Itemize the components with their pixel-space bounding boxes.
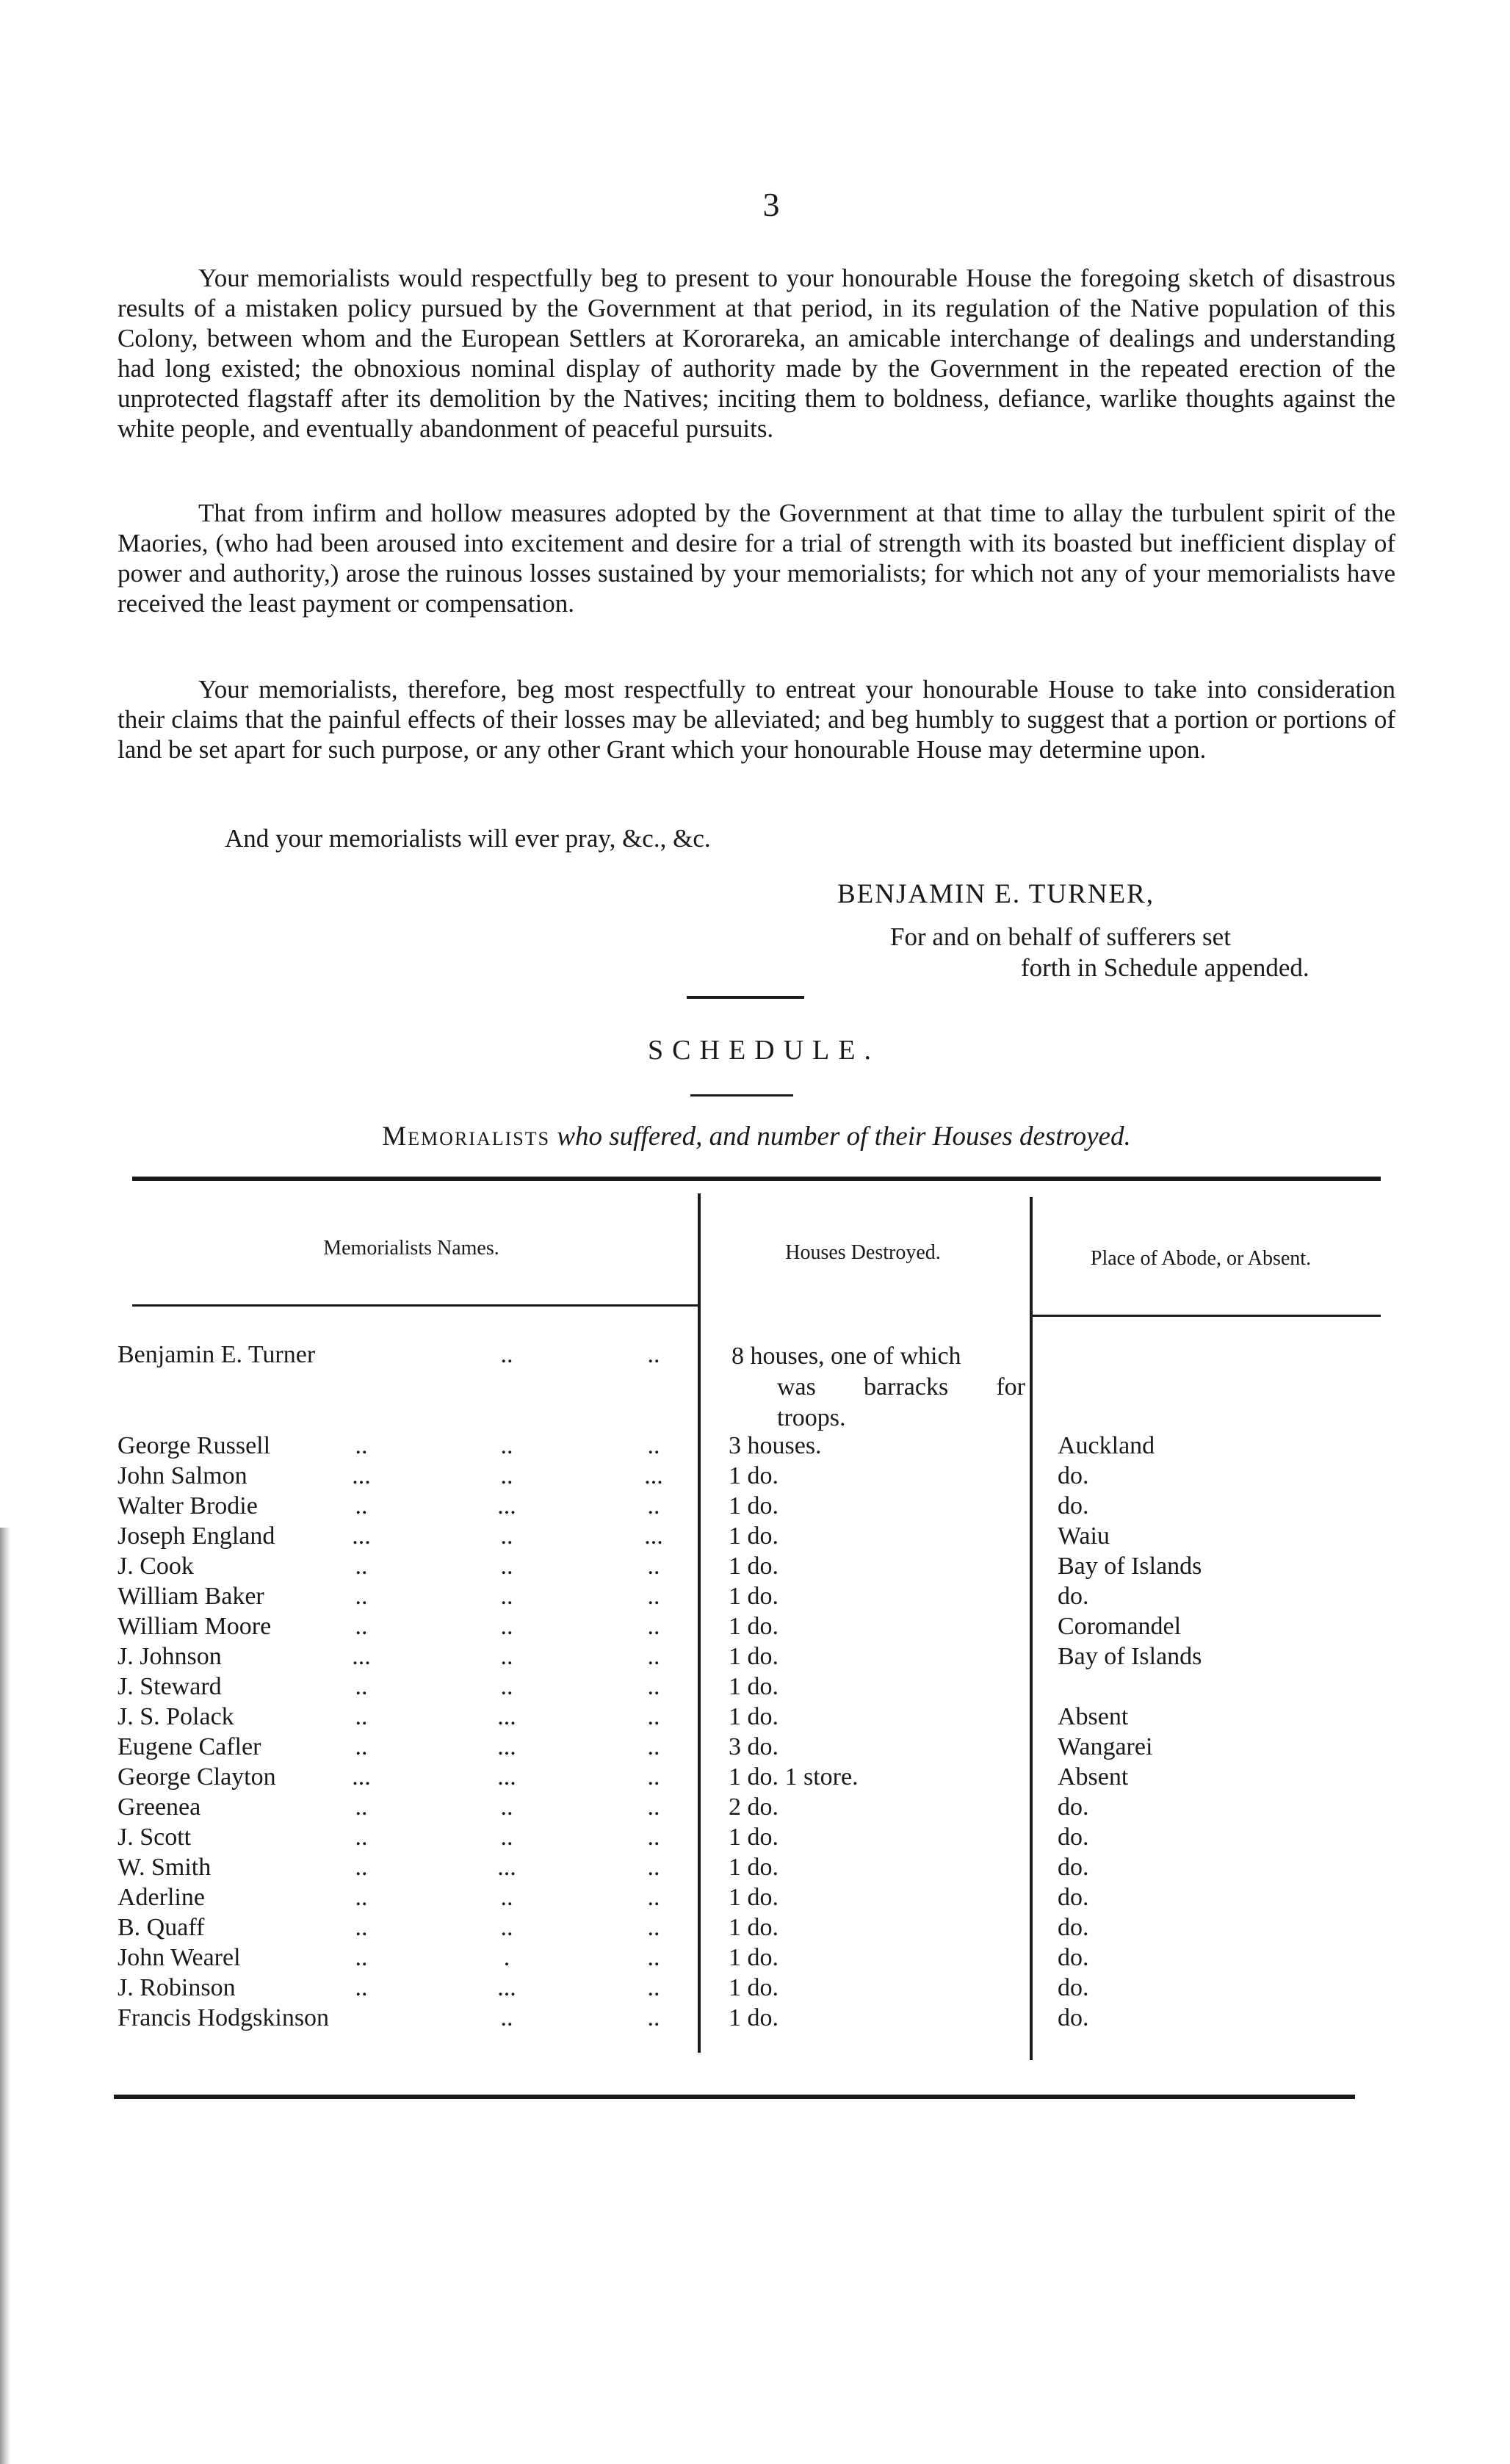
leader-dots: .. (647, 1884, 660, 1911)
page-number: 3 (762, 186, 780, 223)
leader-dots: ... (497, 1703, 516, 1730)
memorialist-name: George Clayton (118, 1763, 276, 1791)
memorialist-name: Joseph England (118, 1522, 275, 1550)
houses-line-3: troops. (777, 1404, 846, 1431)
houses-destroyed: 1 do. (729, 1673, 779, 1700)
memorialist-name: John Salmon (118, 1462, 248, 1489)
leader-dots: .. (647, 1553, 660, 1580)
houses-destroyed: 1 do. (729, 1522, 779, 1550)
leader-dots: .. (355, 1944, 368, 1971)
leader-dots: .. (500, 1643, 513, 1670)
leader-dots: .. (500, 1522, 513, 1550)
place-of-abode: Bay of Islands (1058, 1553, 1202, 1580)
place-of-abode: do. (1058, 1914, 1089, 1941)
signature-behalf-line-2: forth in Schedule appended. (1021, 953, 1309, 982)
table-header-rule-right (1032, 1315, 1381, 1317)
memorialist-name: J. Johnson (118, 1643, 222, 1670)
place-of-abode: do. (1058, 2004, 1089, 2031)
leader-dots: .. (355, 1733, 368, 1760)
leader-dots: .. (647, 1974, 660, 2001)
leader-dots: ... (644, 1462, 663, 1489)
houses-destroyed: 1 do. (729, 1643, 779, 1670)
leader-dots: .. (647, 1824, 660, 1851)
table-bottom-rule (114, 2095, 1355, 2099)
leader-dots: .. (355, 1884, 368, 1911)
leader-dots: .. (355, 1492, 368, 1520)
table-row (0, 2004, 1510, 2034)
leader-dots: .. (500, 1914, 513, 1941)
table-row (0, 1613, 1510, 1643)
memorialist-rows (0, 1432, 1510, 2034)
houses-destroyed: 1 do. (729, 1553, 779, 1580)
schedule-subtitle-caps: Memorialists (382, 1121, 551, 1152)
table-row (0, 1462, 1510, 1492)
table-row (0, 1974, 1510, 2004)
place-of-abode: do. (1058, 1854, 1089, 1881)
leader-dots: .. (647, 1643, 660, 1670)
leader-dots: .. (355, 1854, 368, 1881)
table-row (0, 1583, 1510, 1613)
place-of-abode: Absent (1058, 1703, 1129, 1730)
schedule-title: SCHEDULE. (648, 1035, 880, 1066)
memorialist-name: W. Smith (118, 1854, 212, 1881)
column-header-names: Memorialists Names. (323, 1237, 499, 1260)
place-of-abode: do. (1058, 1492, 1089, 1520)
houses-destroyed: 1 do. (729, 1462, 779, 1489)
houses-destroyed: 2 do. (729, 1793, 779, 1821)
table-row (0, 1492, 1510, 1522)
leader-dots: .. (500, 1793, 513, 1821)
leader-dots: .. (500, 1462, 513, 1489)
memorialist-name: William Baker (118, 1583, 264, 1610)
memorialist-name: J. Steward (118, 1673, 222, 1700)
leader-dots: ... (497, 1733, 516, 1760)
leader-dots: .. (647, 2004, 660, 2031)
signature-behalf-line-1: For and on behalf of sufferers set (890, 922, 1231, 951)
table-header-rule-left (132, 1304, 698, 1307)
paragraph-infirm-measures: That from infirm and hollow measures adopted by the Government at that time to allay the turbulent spirit of the Maories, (who had been aroused into excitement and desire for a trial of strength with its boasted but inefficient display of power and authority,) arose the ruinous losses sustained by your memorialists; for which not any of your memorialists have received the least payment or compensation. (118, 499, 1395, 618)
leader-dots: .. (647, 1583, 660, 1610)
leader-dots: ... (497, 1492, 516, 1520)
leader-dots: .. (355, 1914, 368, 1941)
place-of-abode: Bay of Islands (1058, 1643, 1202, 1670)
houses-destroyed: 1 do. (729, 2004, 779, 2031)
houses-destroyed: 3 houses. (729, 1432, 822, 1459)
leader-dots: .. (500, 1673, 513, 1700)
table-row (0, 1824, 1510, 1854)
leader-dots: .. (500, 2004, 513, 2031)
leader-dots: .. (500, 1553, 513, 1580)
leader-dots: .. (500, 1432, 513, 1459)
leader-dots: .. (355, 1673, 368, 1700)
leader-dots: ... (497, 1763, 516, 1791)
leader-dots: .. (355, 1824, 368, 1851)
memorialist-name: J. Scott (118, 1824, 192, 1851)
houses-destroyed: 1 do. 1 store. (729, 1763, 859, 1791)
leader-dots: .. (500, 1884, 513, 1911)
memorialist-name: Aderline (118, 1884, 205, 1911)
leader-dots: .. (647, 1944, 660, 1971)
place-of-abode: do. (1058, 1583, 1089, 1610)
memorialist-name: J. Robinson (118, 1974, 236, 2001)
table-row (0, 1553, 1510, 1583)
table-row (0, 1673, 1510, 1703)
column-header-houses: Houses Destroyed. (785, 1241, 941, 1264)
memorialist-name: J. S. Polack (118, 1703, 234, 1730)
houses-destroyed: 1 do. (729, 1583, 779, 1610)
houses-destroyed: 3 do. (729, 1733, 779, 1760)
schedule-rows (0, 1341, 1510, 2034)
leader-dots: .. (355, 1553, 368, 1580)
memorialist-name: Walter Brodie (118, 1492, 258, 1520)
memorialist-name: William Moore (118, 1613, 272, 1640)
leader-dots: ... (644, 1522, 663, 1550)
table-row (0, 1763, 1510, 1793)
leader-dots: .. (647, 1854, 660, 1881)
memorialist-name: Benjamin E. Turner (118, 1341, 316, 1368)
leader-dots: ... (352, 1522, 371, 1550)
place-of-abode: do. (1058, 1462, 1089, 1489)
paragraph-foregoing-sketch: Your memorialists would respectfully beg to present to your honourable House the foregoing sketch of disastrous results of a mistaken policy pursued by the Government at that period, in its regulation of the Native population of this Colony, between whom and the European Settlers at Kororareka, an amicable interchange of dealings and understanding had long existed; the obnoxious nominal display of authority made by the Government in the repeated erection of the unprotected flagstaff after its demolition by the Natives; inciting them to boldness, defiance, warlike thoughts against the white people, and eventually abandonment of peaceful pursuits. (118, 264, 1395, 443)
memorialist-name: George Russell (118, 1432, 271, 1459)
leader-dots: ... (352, 1462, 371, 1489)
leader-dots: .. (355, 1703, 368, 1730)
paragraph-entreaty: Your memorialists, therefore, beg most respectfully to entreat your honourable House to take into consideration their claims that the painful effects of their losses may be alleviated; and beg humbly to suggest that a portion or portions of land be set apart for such purpose, or any other Grant which your honourable House may determine upon. (118, 675, 1395, 764)
leader-dots: .. (355, 1793, 368, 1821)
leader-dots: .. (500, 1583, 513, 1610)
leader-dots: .. (647, 1914, 660, 1941)
place-of-abode: do. (1058, 1974, 1089, 2001)
leader-dots: .. (647, 1341, 660, 1368)
memorialist-name: B. Quaff (118, 1914, 205, 1941)
houses-destroyed: 1 do. (729, 1914, 779, 1941)
memorialist-name: J. Cook (118, 1553, 194, 1580)
place-of-abode: Absent (1058, 1763, 1129, 1791)
table-row (0, 1914, 1510, 1944)
leader-dots: .. (355, 1613, 368, 1640)
leader-dots: .. (355, 1583, 368, 1610)
houses-destroyed-turner (731, 1341, 1025, 1434)
table-row (0, 1854, 1510, 1884)
table-row (0, 1522, 1510, 1553)
leader-dots: .. (647, 1492, 660, 1520)
houses-destroyed: 1 do. (729, 1884, 779, 1911)
leader-dots: .. (647, 1432, 660, 1459)
leader-dots: .. (647, 1763, 660, 1791)
table-row-turner (0, 1341, 1510, 1431)
section-divider (687, 996, 804, 999)
schedule-subtitle-rest: who suffered, and number of their Houses destroyed. (550, 1121, 1131, 1152)
column-header-abode: Place of Abode, or Absent. (1090, 1247, 1312, 1270)
table-row (0, 1432, 1510, 1462)
houses-destroyed: 1 do. (729, 1492, 779, 1520)
leader-dots: .. (647, 1793, 660, 1821)
table-row (0, 1703, 1510, 1733)
leader-dots: .. (647, 1733, 660, 1760)
leader-dots: .. (500, 1824, 513, 1851)
leader-dots: .. (355, 1974, 368, 2001)
memorialist-name: Eugene Cafler (118, 1733, 261, 1760)
leader-dots: .. (355, 1432, 368, 1459)
place-of-abode: do. (1058, 1793, 1089, 1821)
signature-name: BENJAMIN E. TURNER, (837, 879, 1155, 909)
leader-dots: ... (497, 1974, 516, 2001)
table-top-rule (132, 1177, 1381, 1181)
leader-dots: ... (497, 1854, 516, 1881)
leader-dots: .. (647, 1703, 660, 1730)
table-row (0, 1944, 1510, 1974)
place-of-abode: Coromandel (1058, 1613, 1182, 1640)
schedule-subtitle (308, 1121, 1204, 1152)
leader-dots: ... (352, 1643, 371, 1670)
houses-destroyed: 1 do. (729, 1824, 779, 1851)
table-row (0, 1793, 1510, 1824)
leader-dots: .. (647, 1613, 660, 1640)
houses-line-1: 8 houses, one of which (731, 1343, 961, 1370)
place-of-abode: Auckland (1058, 1432, 1155, 1459)
leader-dots: ... (352, 1763, 371, 1791)
place-of-abode: Wangarei (1058, 1733, 1153, 1760)
leader-dots: .. (647, 1673, 660, 1700)
place-of-abode: do. (1058, 1824, 1089, 1851)
leader-dots: .. (500, 1613, 513, 1640)
houses-destroyed: 1 do. (729, 1974, 779, 2001)
table-row (0, 1643, 1510, 1673)
houses-destroyed: 1 do. (729, 1613, 779, 1640)
table-row (0, 1733, 1510, 1763)
memorialist-name: Greenea (118, 1793, 201, 1821)
houses-line-2: was barracks for (777, 1373, 1025, 1401)
leader-dots: .. (500, 1341, 513, 1368)
houses-destroyed: 1 do. (729, 1944, 779, 1971)
schedule-title-underline (690, 1094, 793, 1096)
houses-destroyed: 1 do. (729, 1854, 779, 1881)
place-of-abode: Waiu (1058, 1522, 1110, 1550)
memorialist-name: Francis Hodgskinson (118, 2004, 330, 2031)
houses-destroyed: 1 do. (729, 1703, 779, 1730)
memorialist-name: John Wearel (118, 1944, 241, 1971)
place-of-abode: do. (1058, 1884, 1089, 1911)
table-row (0, 1884, 1510, 1914)
closing-prayer: And your memorialists will ever pray, &c., &c. (225, 824, 711, 853)
place-of-abode: do. (1058, 1944, 1089, 1971)
leader-dots: . (503, 1944, 510, 1971)
